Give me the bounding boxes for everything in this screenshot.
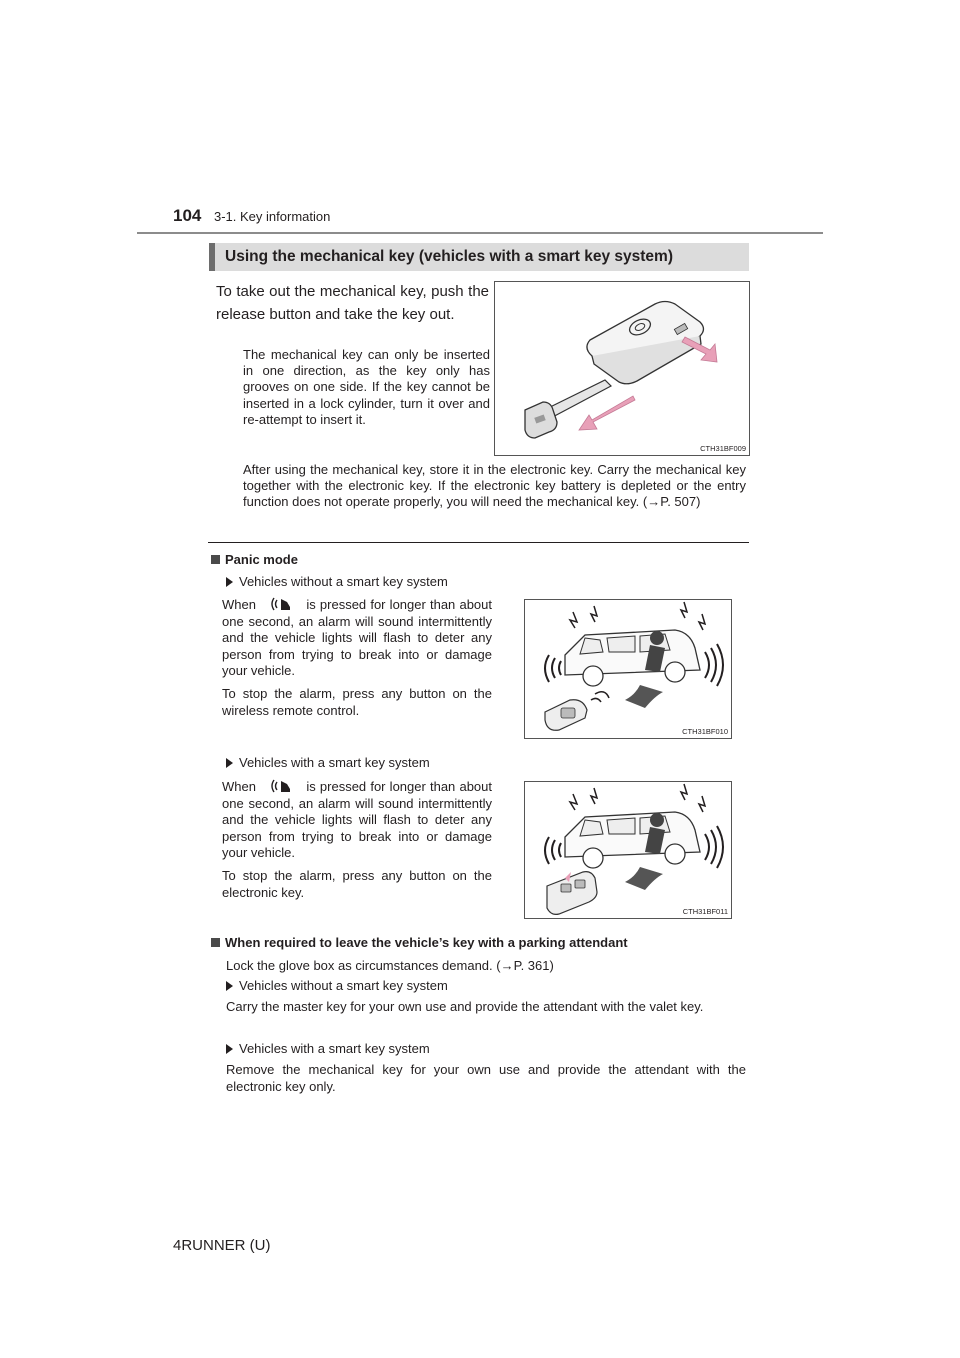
section-label: 3-1. Key information — [214, 209, 331, 224]
panic-stop-1: To stop the alarm, press any button on the wireless remote control. — [222, 686, 492, 718]
square-bullet-icon — [211, 938, 220, 947]
figure-code: CTH31BF010 — [682, 727, 728, 736]
section-heading-mechanical-key — [209, 243, 749, 271]
figure-mechanical-key — [494, 281, 750, 456]
panic-sub-smart-key: Vehicles with a smart key system — [226, 755, 430, 770]
triangle-bullet-icon — [226, 981, 233, 991]
panic-mode-heading: Panic mode — [211, 552, 298, 567]
footer-model: 4RUNNER (U) — [173, 1237, 271, 1254]
valet-text-1: Carry the master key for your own use and provide the attendant with the valet key. — [226, 999, 704, 1014]
note-store-key: After using the mechanical key, store it in the electronic key. Carry the mechanical key together with the electronic key. If the electronic key battery is depleted or the entry function does not operate properly, you will need the mechanical key. (→P. 507) — [243, 462, 746, 510]
header-rule — [137, 232, 823, 234]
panic-button-icon — [270, 779, 292, 793]
panic-alarm-illustration — [525, 600, 733, 740]
panic-sub-no-smart-key: Vehicles without a smart key system — [226, 574, 448, 589]
figure-panic-smart-key — [524, 781, 732, 919]
note-key-insertion: The mechanical key can only be inserted in one direction, as the key only has grooves on one side. If the key cannot be inserted in a lock cylinder, turn it over and re-attempt to insert it. — [243, 347, 490, 427]
panic-alarm-smart-illustration — [525, 782, 733, 920]
valet-sub-no-smart-key: Vehicles without a smart key system — [226, 978, 448, 993]
valet-sub-smart-key: Vehicles with a smart key system — [226, 1041, 430, 1056]
panic-stop-2: To stop the alarm, press any button on the electronic key. — [222, 868, 492, 900]
lead-paragraph: To take out the mechanical key, push the release button and take the key out. — [216, 283, 489, 323]
divider-rule — [208, 542, 749, 543]
triangle-bullet-icon — [226, 577, 233, 587]
panic-button-icon — [270, 597, 292, 611]
figure-code: CTH31BF009 — [700, 444, 746, 453]
valet-text-2: Remove the mechanical key for your own use and provide the attendant with the electronic key only. — [226, 1062, 746, 1094]
figure-panic-remote — [524, 599, 732, 739]
valet-glove-box-line: Lock the glove box as circumstances demand. (→P. 361) — [226, 958, 554, 973]
square-bullet-icon — [211, 555, 220, 564]
section-heading-text: Using the mechanical key (vehicles with a smart key system) — [225, 248, 673, 265]
valet-heading: When required to leave the vehicle’s key with a parking attendant — [211, 935, 628, 950]
triangle-bullet-icon — [226, 758, 233, 768]
triangle-bullet-icon — [226, 1044, 233, 1054]
smart-key-illustration — [495, 282, 751, 457]
figure-code: CTH31BF011 — [682, 907, 728, 916]
page-number: 104 — [173, 206, 202, 225]
panic-desc-2: When is pressed for longer than about one second, an alarm will sound intermittently and the vehicle lights will flash to deter any person from trying to break into or damage your vehicle. — [222, 779, 492, 860]
panic-desc-1: When is pressed for longer than about one second, an alarm will sound intermittently and the vehicle lights will flash to deter any person from trying to break into or damage your vehicle. — [222, 597, 492, 678]
